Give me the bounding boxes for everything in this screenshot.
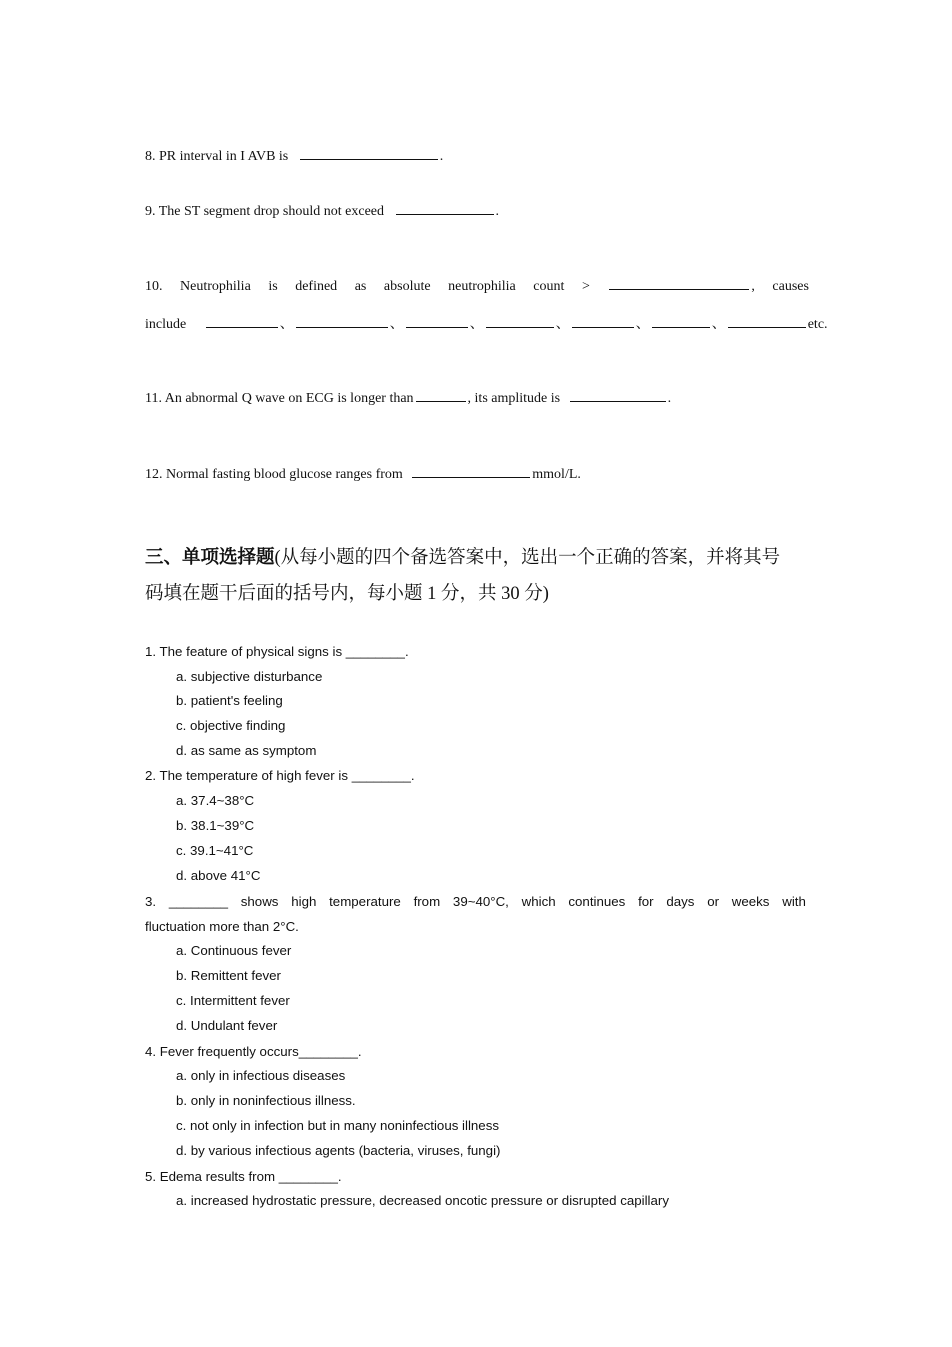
section-title: 三、单项选择题 xyxy=(145,548,275,568)
question-stem: 4. Fever frequently occurs________. xyxy=(145,1044,362,1059)
word: defined xyxy=(295,279,338,294)
fill-question-12 xyxy=(145,463,581,483)
answer-blank[interactable] xyxy=(416,387,466,402)
word: with xyxy=(782,894,806,909)
punctuation: . xyxy=(439,149,444,164)
question-text: , its amplitude is xyxy=(467,391,561,406)
answer-blank[interactable] xyxy=(486,313,554,328)
option[interactable]: a. only in infectious diseases xyxy=(176,1068,346,1083)
answer-blank[interactable] xyxy=(570,387,666,402)
answer-blank[interactable] xyxy=(300,145,438,160)
word: temperature xyxy=(329,894,401,909)
separator: 、 xyxy=(389,317,404,332)
word: from xyxy=(413,894,441,909)
question-text: 8. PR interval in I AVB is xyxy=(145,149,289,164)
question-stem: 5. Edema results from ________. xyxy=(145,1169,342,1184)
option[interactable]: a. Continuous fever xyxy=(176,943,292,958)
word: count xyxy=(533,279,565,294)
answer-blank[interactable] xyxy=(652,313,710,328)
section-instructions: 码填在题干后面的括号内，每小题 1 分，共 30 分) xyxy=(145,584,549,604)
option[interactable]: c. objective finding xyxy=(176,718,286,733)
etc-text: etc. xyxy=(807,317,828,332)
answer-blank[interactable] xyxy=(406,313,468,328)
fill-question-9 xyxy=(145,200,499,220)
option[interactable]: c. Intermittent fever xyxy=(176,993,290,1008)
answer-blank[interactable] xyxy=(609,275,749,290)
word: is xyxy=(268,279,278,294)
fill-question-11 xyxy=(145,387,671,407)
section-heading-line1 xyxy=(145,540,809,576)
punctuation: . xyxy=(667,391,672,406)
option[interactable]: b. patient's feeling xyxy=(176,693,283,708)
word: weeks xyxy=(731,894,770,909)
option[interactable]: c. not only in infection but in many noninfectious illness xyxy=(176,1118,500,1133)
separator: 、 xyxy=(635,317,650,332)
answer-blank[interactable] xyxy=(206,313,278,328)
word: 39~40°C, xyxy=(452,894,509,909)
word: Neutrophilia xyxy=(180,279,251,294)
answer-blank[interactable] xyxy=(396,200,494,215)
answer-blank[interactable] xyxy=(412,463,530,478)
option[interactable]: b. Remittent fever xyxy=(176,968,281,983)
separator: 、 xyxy=(711,317,726,332)
word: shows xyxy=(240,894,279,909)
word: neutrophilia xyxy=(448,279,516,294)
option[interactable]: b. 38.1~39°C xyxy=(176,818,255,833)
option[interactable]: d. by various infectious agents (bacteria, viruses, fungi) xyxy=(176,1143,501,1158)
option[interactable]: a. 37.4~38°C xyxy=(176,793,255,808)
option[interactable]: c. 39.1~41°C xyxy=(176,843,254,858)
question-stem-line1 xyxy=(145,894,806,909)
answer-blank[interactable] xyxy=(572,313,634,328)
option[interactable]: d. above 41°C xyxy=(176,868,261,883)
unit-text: mmol/L. xyxy=(532,467,581,482)
question-text: 9. The ST segment drop should not exceed xyxy=(145,204,384,219)
separator: 、 xyxy=(555,317,570,332)
fill-question-8 xyxy=(145,145,443,165)
question-stem-line2: fluctuation more than 2°C. xyxy=(145,919,299,934)
word: include xyxy=(145,317,187,332)
section-heading xyxy=(145,540,809,612)
option[interactable]: d. Undulant fever xyxy=(176,1018,278,1033)
fill-question-10-line2 xyxy=(145,313,828,333)
option[interactable]: a. increased hydrostatic pressure, decreased oncotic pressure or disrupted capillary xyxy=(176,1193,669,1208)
separator: 、 xyxy=(279,317,294,332)
punctuation: , xyxy=(751,279,755,294)
word: days xyxy=(666,894,695,909)
option[interactable]: d. as same as symptom xyxy=(176,743,317,758)
word: continues xyxy=(568,894,626,909)
word: high xyxy=(291,894,317,909)
word: 10. xyxy=(145,279,163,294)
word: > xyxy=(581,279,590,294)
option[interactable]: a. subjective disturbance xyxy=(176,669,323,684)
word: ________ xyxy=(168,894,229,909)
option[interactable]: b. only in noninfectious illness. xyxy=(176,1093,356,1108)
section-instructions: (从每小题的四个备选答案中，选出一个正确的答案，并将其号 xyxy=(274,548,781,568)
word: which xyxy=(521,894,556,909)
punctuation: . xyxy=(495,204,499,219)
word: or xyxy=(707,894,720,909)
blank-group xyxy=(607,275,755,295)
word: for xyxy=(638,894,654,909)
separator: 、 xyxy=(469,317,484,332)
question-text: 11. An abnormal Q wave on ECG is longer than xyxy=(145,391,414,406)
word: absolute xyxy=(383,279,431,294)
answer-blank[interactable] xyxy=(296,313,388,328)
word: causes xyxy=(772,279,809,294)
word: 3. xyxy=(145,894,157,909)
answer-blank[interactable] xyxy=(728,313,806,328)
question-text: 12. Normal fasting blood glucose ranges from xyxy=(145,467,403,482)
question-stem: 2. The temperature of high fever is ________. xyxy=(145,768,415,783)
fill-question-10-line1 xyxy=(145,275,809,295)
word: as xyxy=(354,279,367,294)
question-stem: 1. The feature of physical signs is ________. xyxy=(145,644,409,659)
